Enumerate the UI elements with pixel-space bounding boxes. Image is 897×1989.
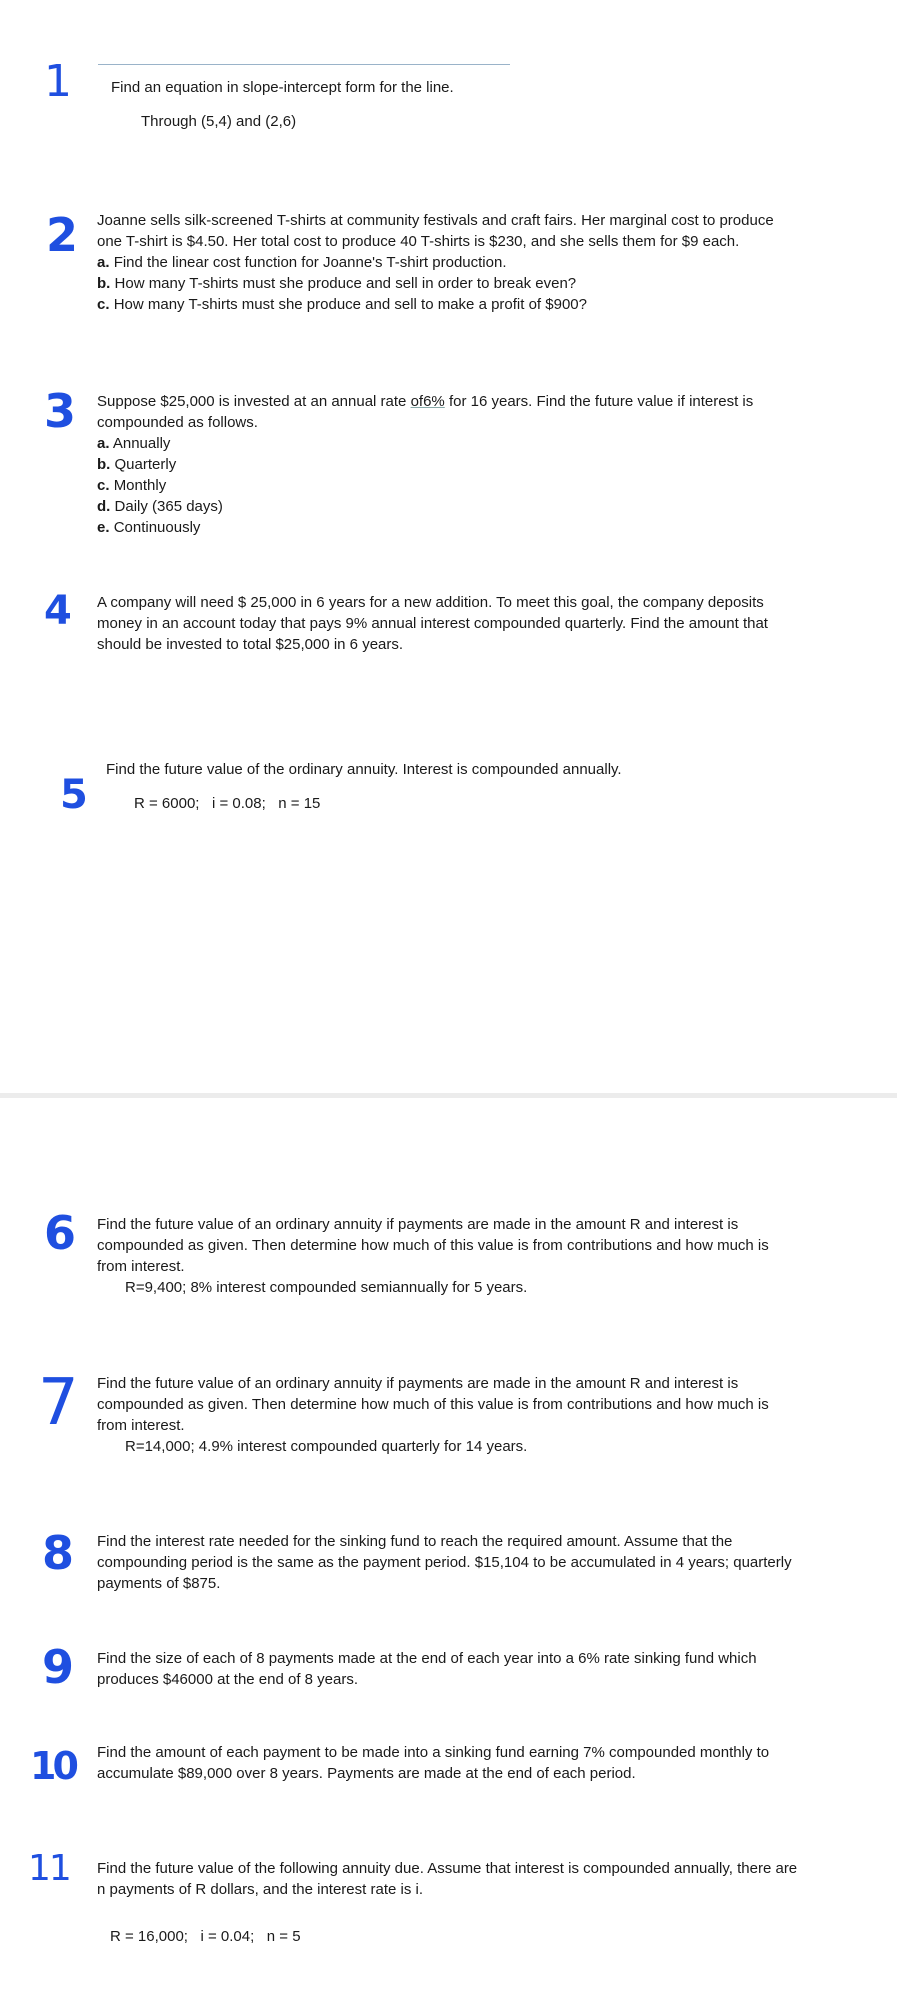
problem-8-line: payments of $875.: [97, 1575, 221, 1592]
problem-2-part-c: [97, 294, 774, 315]
problem-10-text: [97, 1742, 769, 1784]
problem-number-1: 1: [44, 56, 72, 107]
part-text: Quarterly: [114, 456, 177, 473]
problem-7-line: Find the future value of an ordinary annuity if payments are made in the amount R and interest is: [97, 1375, 739, 1392]
problem-11-text: [97, 1858, 797, 1900]
problem-1-prompt: Find an equation in slope-intercept form for the line.: [111, 79, 454, 96]
part-text: How many T-shirts must she produce and sell to make a profit of $900?: [113, 296, 587, 313]
part-text: Daily (365 days): [114, 498, 223, 515]
problem-5-detail: R = 6000; i = 0.08; n = 15: [134, 795, 321, 812]
problem-3-line: [97, 391, 753, 412]
part-text: Find the linear cost function for Joanne's T-shirt production.: [113, 254, 507, 271]
problem-4-text: [97, 592, 768, 655]
problem-6-text: [97, 1214, 769, 1298]
problem-1-detail: Through (5,4) and (2,6): [141, 113, 297, 130]
problem-6-line: from interest.: [97, 1258, 185, 1275]
problem-number-5: 5: [60, 772, 88, 818]
problem-11-line: n payments of R dollars, and the interest rate is i.: [97, 1881, 423, 1898]
problem-3-line1-underlined: of6%: [410, 393, 445, 410]
part-label: a.: [97, 254, 110, 271]
problem-9-line: produces $46000 at the end of 8 years.: [97, 1671, 359, 1688]
divider-line: [98, 64, 510, 65]
part-label: d.: [97, 498, 111, 515]
problem-2-text: [97, 210, 774, 315]
problem-6-detail: R=9,400; 8% interest compounded semiannually for 5 years.: [125, 1279, 528, 1296]
page-separator: [0, 1093, 897, 1098]
problem-4-line: A company will need $ 25,000 in 6 years for a new addition. To meet this goal, the company deposits: [97, 594, 764, 611]
problem-2-part-a: [97, 252, 774, 273]
part-label: e.: [97, 519, 110, 536]
problem-7-line: from interest.: [97, 1417, 185, 1434]
problem-number-8: 8: [42, 1526, 75, 1580]
part-text: Annually: [112, 435, 171, 452]
problem-11-detail: R = 16,000; i = 0.04; n = 5: [110, 1928, 301, 1945]
problem-6-line: compounded as given. Then determine how much of this value is from contributions and how much is: [97, 1237, 769, 1254]
part-label: c.: [97, 477, 110, 494]
problem-8-text: [97, 1531, 792, 1594]
problem-number-9: 9: [42, 1640, 75, 1694]
problem-8-line: Find the interest rate needed for the sinking fund to reach the required amount. Assume that the: [97, 1533, 733, 1550]
part-text: Continuously: [113, 519, 201, 536]
problem-4-line: should be invested to total $25,000 in 6 years.: [97, 636, 404, 653]
problem-2-line: Joanne sells silk-screened T-shirts at community festivals and craft fairs. Her marginal cost to produce: [97, 212, 774, 229]
problem-10-line: Find the amount of each payment to be made into a sinking fund earning 7% compounded monthly to: [97, 1744, 770, 1761]
problem-3-line1-pre: Suppose $25,000 is invested at an annual rate: [97, 393, 411, 410]
problem-3-part-b: [97, 454, 753, 475]
problem-5-prompt: Find the future value of the ordinary annuity. Interest is compounded annually.: [106, 761, 622, 778]
problem-2-line: one T-shirt is $4.50. Her total cost to produce 40 T-shirts is $230, and she sells them for $9 each.: [97, 233, 740, 250]
part-label: a.: [97, 435, 110, 452]
problem-number-7: 7: [38, 1366, 79, 1440]
problem-3-part-a: [97, 433, 753, 454]
problem-10-line: accumulate $89,000 over 8 years. Payments are made at the end of each period.: [97, 1765, 636, 1782]
problem-7-text: [97, 1373, 769, 1457]
problem-2-part-b: [97, 273, 774, 294]
problem-3-line: compounded as follows.: [97, 414, 258, 431]
problem-number-6: 6: [44, 1206, 77, 1260]
problem-6-line: Find the future value of an ordinary annuity if payments are made in the amount R and interest is: [97, 1216, 739, 1233]
problem-3-line1-post: for 16 years. Find the future value if interest is: [444, 393, 754, 410]
problem-8-line: compounding period is the same as the payment period. $15,104 to be accumulated in 4 years; quarterly: [97, 1554, 792, 1571]
problem-3-part-e: [97, 517, 753, 538]
problem-11-line: Find the future value of the following annuity due. Assume that interest is compounded annually, there are: [97, 1860, 798, 1877]
problem-number-10: 10: [30, 1744, 75, 1788]
part-label: b.: [97, 456, 111, 473]
problem-number-11: 11: [28, 1848, 70, 1889]
problem-number-3: 3: [44, 384, 77, 438]
part-text: Monthly: [113, 477, 167, 494]
problem-9-text: [97, 1648, 757, 1690]
problem-7-detail: R=14,000; 4.9% interest compounded quarterly for 14 years.: [125, 1438, 528, 1455]
problem-number-4: 4: [44, 588, 72, 634]
problem-3-text: [97, 391, 753, 538]
problem-3-part-c: [97, 475, 753, 496]
problem-9-line: Find the size of each of 8 payments made at the end of each year into a 6% rate sinking fund which: [97, 1650, 757, 1667]
problem-3-part-d: [97, 496, 753, 517]
part-text: How many T-shirts must she produce and sell in order to break even?: [114, 275, 577, 292]
part-label: c.: [97, 296, 110, 313]
problem-4-line: money in an account today that pays 9% annual interest compounded quarterly. Find the amount that: [97, 615, 768, 632]
problem-7-line: compounded as given. Then determine how much of this value is from contributions and how much is: [97, 1396, 769, 1413]
part-label: b.: [97, 275, 111, 292]
problem-number-2: 2: [46, 208, 79, 262]
